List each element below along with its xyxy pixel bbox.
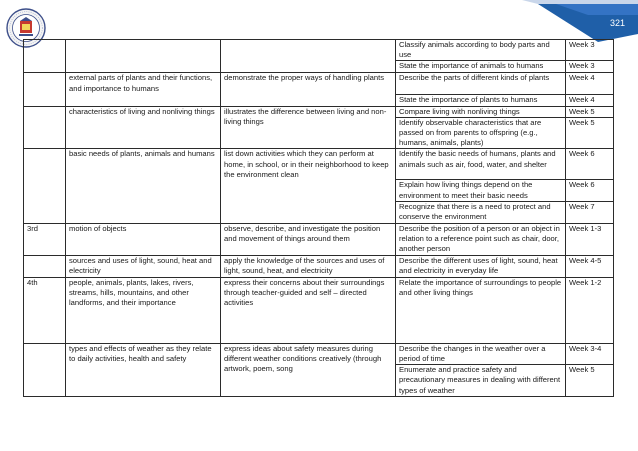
table-row <box>24 343 614 364</box>
week-cell: Week 4 <box>566 95 614 106</box>
performance-standard-cell: express ideas about safety measures during different weather conditions creatively (through artwork, poem, song <box>221 343 396 396</box>
content-standard-cell: basic needs of plants, animals and humans <box>66 149 221 223</box>
table-row <box>24 255 614 277</box>
content-standard-cell: sources and uses of light, sound, heat and electricity <box>66 255 221 277</box>
competency-cell: Identify the basic needs of humans, plants and animals such as air, food, water, and shelter <box>396 149 566 180</box>
curriculum-table-body <box>24 40 614 397</box>
content-standard-cell <box>66 40 221 73</box>
week-cell: Week 4-5 <box>566 255 614 277</box>
week-cell: Week 3 <box>566 40 614 61</box>
week-cell: Week 1-3 <box>566 223 614 255</box>
table-row <box>24 223 614 255</box>
competency-cell: Describe the changes in the weather over a period of time <box>396 343 566 364</box>
table-row <box>24 149 614 180</box>
table-row <box>24 40 614 61</box>
grade-cell <box>24 255 66 277</box>
grade-cell <box>24 73 66 106</box>
week-cell: Week 5 <box>566 117 614 149</box>
week-cell: Week 5 <box>566 106 614 117</box>
performance-standard-cell: demonstrate the proper ways of handling plants <box>221 73 396 106</box>
performance-standard-cell: observe, describe, and investigate the position and movement of things around them <box>221 223 396 255</box>
table-row <box>24 277 614 343</box>
week-cell: Week 1-2 <box>566 277 614 343</box>
table-row <box>24 73 614 95</box>
table-row <box>24 106 614 117</box>
performance-standard-cell: list down activities which they can perform at home, in school, or in their neighborhood to keep the environment clean <box>221 149 396 223</box>
content-standard-cell: people, animals, plants, lakes, rivers, streams, hills, mountains, and other landforms, and their importance <box>66 277 221 343</box>
competency-cell: Identify observable characteristics that are passed on from parents to offspring (e.g., humans, animals, plants) <box>396 117 566 149</box>
performance-standard-cell <box>221 40 396 73</box>
header-banner-graphic <box>438 0 638 44</box>
content-standard-cell: types and effects of weather as they relate to daily activities, health and safety <box>66 343 221 396</box>
grade-cell: 3rd <box>24 223 66 255</box>
week-cell: Week 4 <box>566 73 614 95</box>
competency-cell: Describe the position of a person or an object in relation to a reference point such as chair, door, another person <box>396 223 566 255</box>
grade-cell: 4th <box>24 277 66 343</box>
performance-standard-cell: illustrates the difference between living and non-living things <box>221 106 396 149</box>
competency-cell: Describe the different uses of light, sound, heat and electricity in everyday life <box>396 255 566 277</box>
grade-cell <box>24 106 66 149</box>
grade-cell <box>24 40 66 73</box>
page-number: 321 <box>609 18 625 28</box>
competency-cell: Explain how living things depend on the environment to meet their basic needs <box>396 180 566 201</box>
performance-standard-cell: express their concerns about their surroundings through teacher-guided and self – directed activities <box>221 277 396 343</box>
grade-cell <box>24 343 66 396</box>
content-standard-cell: motion of objects <box>66 223 221 255</box>
competency-cell: Relate the importance of surroundings to people and other living things <box>396 277 566 343</box>
competency-cell: Recognize that there is a need to protect and conserve the environment <box>396 201 566 223</box>
competency-cell: Describe the parts of different kinds of plants <box>396 73 566 95</box>
week-cell: Week 3 <box>566 61 614 73</box>
content-standard-cell: characteristics of living and nonliving things <box>66 106 221 149</box>
competency-cell: State the importance of animals to humans <box>396 61 566 73</box>
week-cell: Week 3-4 <box>566 343 614 364</box>
content-standard-cell: external parts of plants and their functions, and importance to humans <box>66 73 221 106</box>
week-cell: Week 6 <box>566 180 614 201</box>
performance-standard-cell: apply the knowledge of the sources and uses of light, sound, heat, and electricity <box>221 255 396 277</box>
week-cell: Week 7 <box>566 201 614 223</box>
competency-cell: Compare living with nonliving things <box>396 106 566 117</box>
competency-cell: Enumerate and practice safety and precautionary measures in dealing with different types of weather <box>396 365 566 397</box>
competency-cell: State the importance of plants to humans <box>396 95 566 106</box>
week-cell: Week 5 <box>566 365 614 397</box>
competency-cell: Classify animals according to body parts and use <box>396 40 566 61</box>
curriculum-table <box>23 39 614 397</box>
grade-cell <box>24 149 66 223</box>
week-cell: Week 6 <box>566 149 614 180</box>
